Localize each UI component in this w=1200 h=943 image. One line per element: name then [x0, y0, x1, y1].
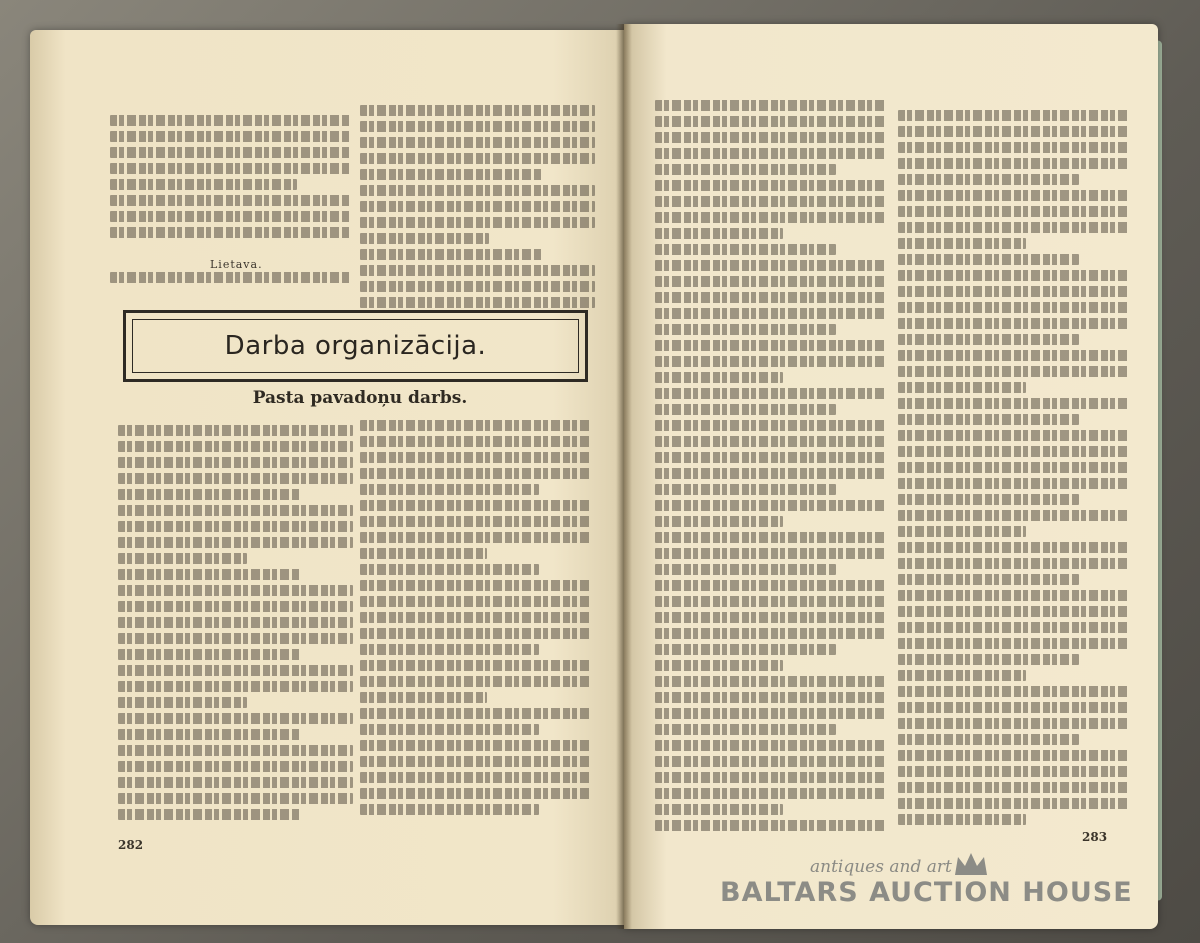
text-line: [360, 420, 590, 431]
text-line: [898, 286, 1130, 297]
text-line: [118, 729, 301, 740]
text-line: [360, 233, 489, 244]
text-line: [898, 686, 1130, 697]
text-line: [118, 521, 353, 532]
text-line: [655, 740, 887, 751]
text-line: [360, 121, 595, 132]
text-line: [655, 276, 887, 287]
text-line: [118, 713, 353, 724]
text-line: [655, 484, 836, 495]
text-line: [360, 105, 595, 116]
text-line: [655, 132, 887, 143]
text-line: [898, 622, 1130, 633]
text-line: [898, 638, 1130, 649]
text-line: [360, 137, 595, 148]
text-line: [898, 670, 1026, 681]
text-line: [898, 382, 1026, 393]
text-line: [898, 398, 1130, 409]
text-line: [118, 697, 247, 708]
text-line: [655, 292, 887, 303]
text-line: [655, 340, 887, 351]
text-line: [655, 164, 836, 175]
left-top-column-1b: [110, 272, 350, 302]
text-line: [118, 601, 353, 612]
text-line: [898, 238, 1026, 249]
text-line: [360, 297, 595, 308]
text-line: [898, 430, 1130, 441]
text-line: [655, 324, 836, 335]
watermark-brand: BALTARS AUCTION HOUSE: [720, 877, 1133, 908]
text-line: [655, 404, 836, 415]
text-line: [898, 462, 1130, 473]
text-line: [655, 180, 887, 191]
text-line: [360, 265, 595, 276]
text-line: [118, 569, 301, 580]
text-line: [655, 420, 887, 431]
text-line: [898, 606, 1130, 617]
text-line: [360, 564, 539, 575]
text-line: [898, 782, 1130, 793]
text-line: [360, 788, 590, 799]
text-line: [898, 494, 1079, 505]
text-line: [118, 681, 353, 692]
text-line: [360, 153, 595, 164]
left-top-column-2: [360, 105, 595, 315]
text-line: [898, 190, 1130, 201]
text-line: [898, 270, 1130, 281]
text-line: [898, 510, 1130, 521]
text-line: [655, 788, 887, 799]
text-line: [898, 526, 1026, 537]
text-line: [898, 558, 1130, 569]
text-line: [118, 745, 353, 756]
text-line: [898, 334, 1079, 345]
text-line: [360, 692, 487, 703]
text-line: [898, 766, 1130, 777]
text-line: [655, 644, 836, 655]
text-line: [110, 227, 350, 238]
text-line: [360, 596, 590, 607]
text-line: [360, 217, 595, 228]
text-line: [655, 660, 783, 671]
text-line: [655, 228, 783, 239]
text-line: [360, 580, 590, 591]
text-line: [655, 692, 887, 703]
text-line: [655, 580, 887, 591]
subsection-heading: Lietava.: [210, 258, 263, 271]
text-line: [898, 750, 1130, 761]
text-line: [655, 212, 887, 223]
text-line: [898, 702, 1130, 713]
text-line: [360, 468, 590, 479]
text-line: [110, 115, 350, 126]
text-line: [360, 724, 539, 735]
text-line: [655, 516, 783, 527]
left-bottom-column-1: [118, 425, 353, 830]
text-line: [655, 708, 887, 719]
text-line: [898, 814, 1026, 825]
auction-watermark: [720, 853, 1133, 923]
text-line: [118, 553, 247, 564]
text-line: [898, 366, 1130, 377]
text-line: [898, 734, 1079, 745]
section-title-box: [123, 310, 588, 382]
text-line: [118, 761, 353, 772]
text-line: [360, 644, 539, 655]
text-line: [898, 174, 1079, 185]
text-line: [118, 489, 301, 500]
text-line: [655, 596, 887, 607]
text-line: [655, 756, 887, 767]
text-line: [360, 281, 595, 292]
text-line: [655, 532, 887, 543]
text-line: [898, 158, 1130, 169]
text-line: [655, 452, 887, 463]
text-line: [898, 222, 1130, 233]
text-line: [898, 142, 1130, 153]
text-line: [655, 388, 887, 399]
text-line: [898, 574, 1079, 585]
text-line: [118, 473, 353, 484]
text-line: [110, 211, 350, 222]
text-line: [360, 452, 590, 463]
text-line: [655, 724, 836, 735]
text-line: [118, 809, 301, 820]
text-line: [118, 425, 353, 436]
text-line: [898, 414, 1079, 425]
text-line: [360, 676, 590, 687]
text-line: [110, 131, 350, 142]
text-line: [655, 100, 887, 111]
text-line: [655, 260, 887, 271]
text-line: [360, 201, 595, 212]
text-line: [655, 468, 887, 479]
text-line: [655, 676, 887, 687]
text-line: [898, 302, 1130, 313]
text-line: [898, 350, 1130, 361]
right-column-2: [898, 110, 1130, 830]
text-line: [360, 740, 590, 751]
right-column-1: [655, 100, 887, 840]
text-line: [898, 254, 1079, 265]
text-line: [118, 665, 353, 676]
text-line: [360, 708, 590, 719]
left-top-column-1: [110, 115, 350, 255]
text-line: [360, 756, 590, 767]
section-title: Darba organizācija.: [224, 331, 487, 361]
text-line: [118, 441, 353, 452]
text-line: [655, 116, 887, 127]
right-page-number: 283: [1082, 830, 1108, 844]
left-page-number: 282: [118, 838, 144, 852]
text-line: [360, 772, 590, 783]
text-line: [360, 500, 590, 511]
text-line: [655, 820, 887, 831]
text-line: [655, 148, 887, 159]
text-line: [110, 179, 297, 190]
text-line: [118, 505, 353, 516]
text-line: [118, 457, 353, 468]
text-line: [110, 163, 350, 174]
text-line: [898, 446, 1130, 457]
text-line: [655, 500, 887, 511]
text-line: [118, 777, 353, 788]
text-line: [118, 633, 353, 644]
text-line: [898, 654, 1079, 665]
text-line: [360, 185, 595, 196]
text-line: [655, 244, 836, 255]
text-line: [360, 628, 590, 639]
text-line: [118, 617, 353, 628]
text-line: [360, 436, 590, 447]
crown-icon: [953, 851, 989, 877]
article-subtitle: Pasta pavadoņu darbs.: [252, 388, 468, 408]
text-line: [360, 249, 543, 260]
text-line: [898, 590, 1130, 601]
text-line: [898, 542, 1130, 553]
text-line: [655, 436, 887, 447]
text-line: [655, 308, 887, 319]
text-line: [655, 772, 887, 783]
text-line: [655, 612, 887, 623]
text-line: [118, 649, 301, 660]
section-title-frame: [132, 319, 579, 373]
text-line: [110, 147, 350, 158]
text-line: [655, 628, 887, 639]
watermark-tagline: antiques and art: [810, 857, 952, 877]
text-line: [655, 564, 836, 575]
text-line: [110, 195, 350, 206]
text-line: [898, 718, 1130, 729]
text-line: [655, 548, 887, 559]
text-line: [360, 169, 543, 180]
text-line: [898, 110, 1130, 121]
text-line: [360, 660, 590, 671]
text-line: [118, 793, 353, 804]
text-line: [898, 126, 1130, 137]
text-line: [360, 612, 590, 623]
text-line: [898, 798, 1130, 809]
text-line: [360, 804, 539, 815]
text-line: [655, 804, 783, 815]
text-line: [898, 318, 1130, 329]
text-line: [360, 484, 539, 495]
text-line: [118, 537, 353, 548]
text-line: [360, 516, 590, 527]
text-line: [898, 478, 1130, 489]
text-line: [360, 532, 590, 543]
text-line: [898, 206, 1130, 217]
left-bottom-column-2: [360, 420, 590, 830]
text-line: [655, 356, 887, 367]
text-line: [655, 372, 783, 383]
text-line: [655, 196, 887, 207]
text-line: [360, 548, 487, 559]
book-gutter: [616, 24, 632, 929]
text-line: [110, 272, 350, 283]
text-line: [118, 585, 353, 596]
